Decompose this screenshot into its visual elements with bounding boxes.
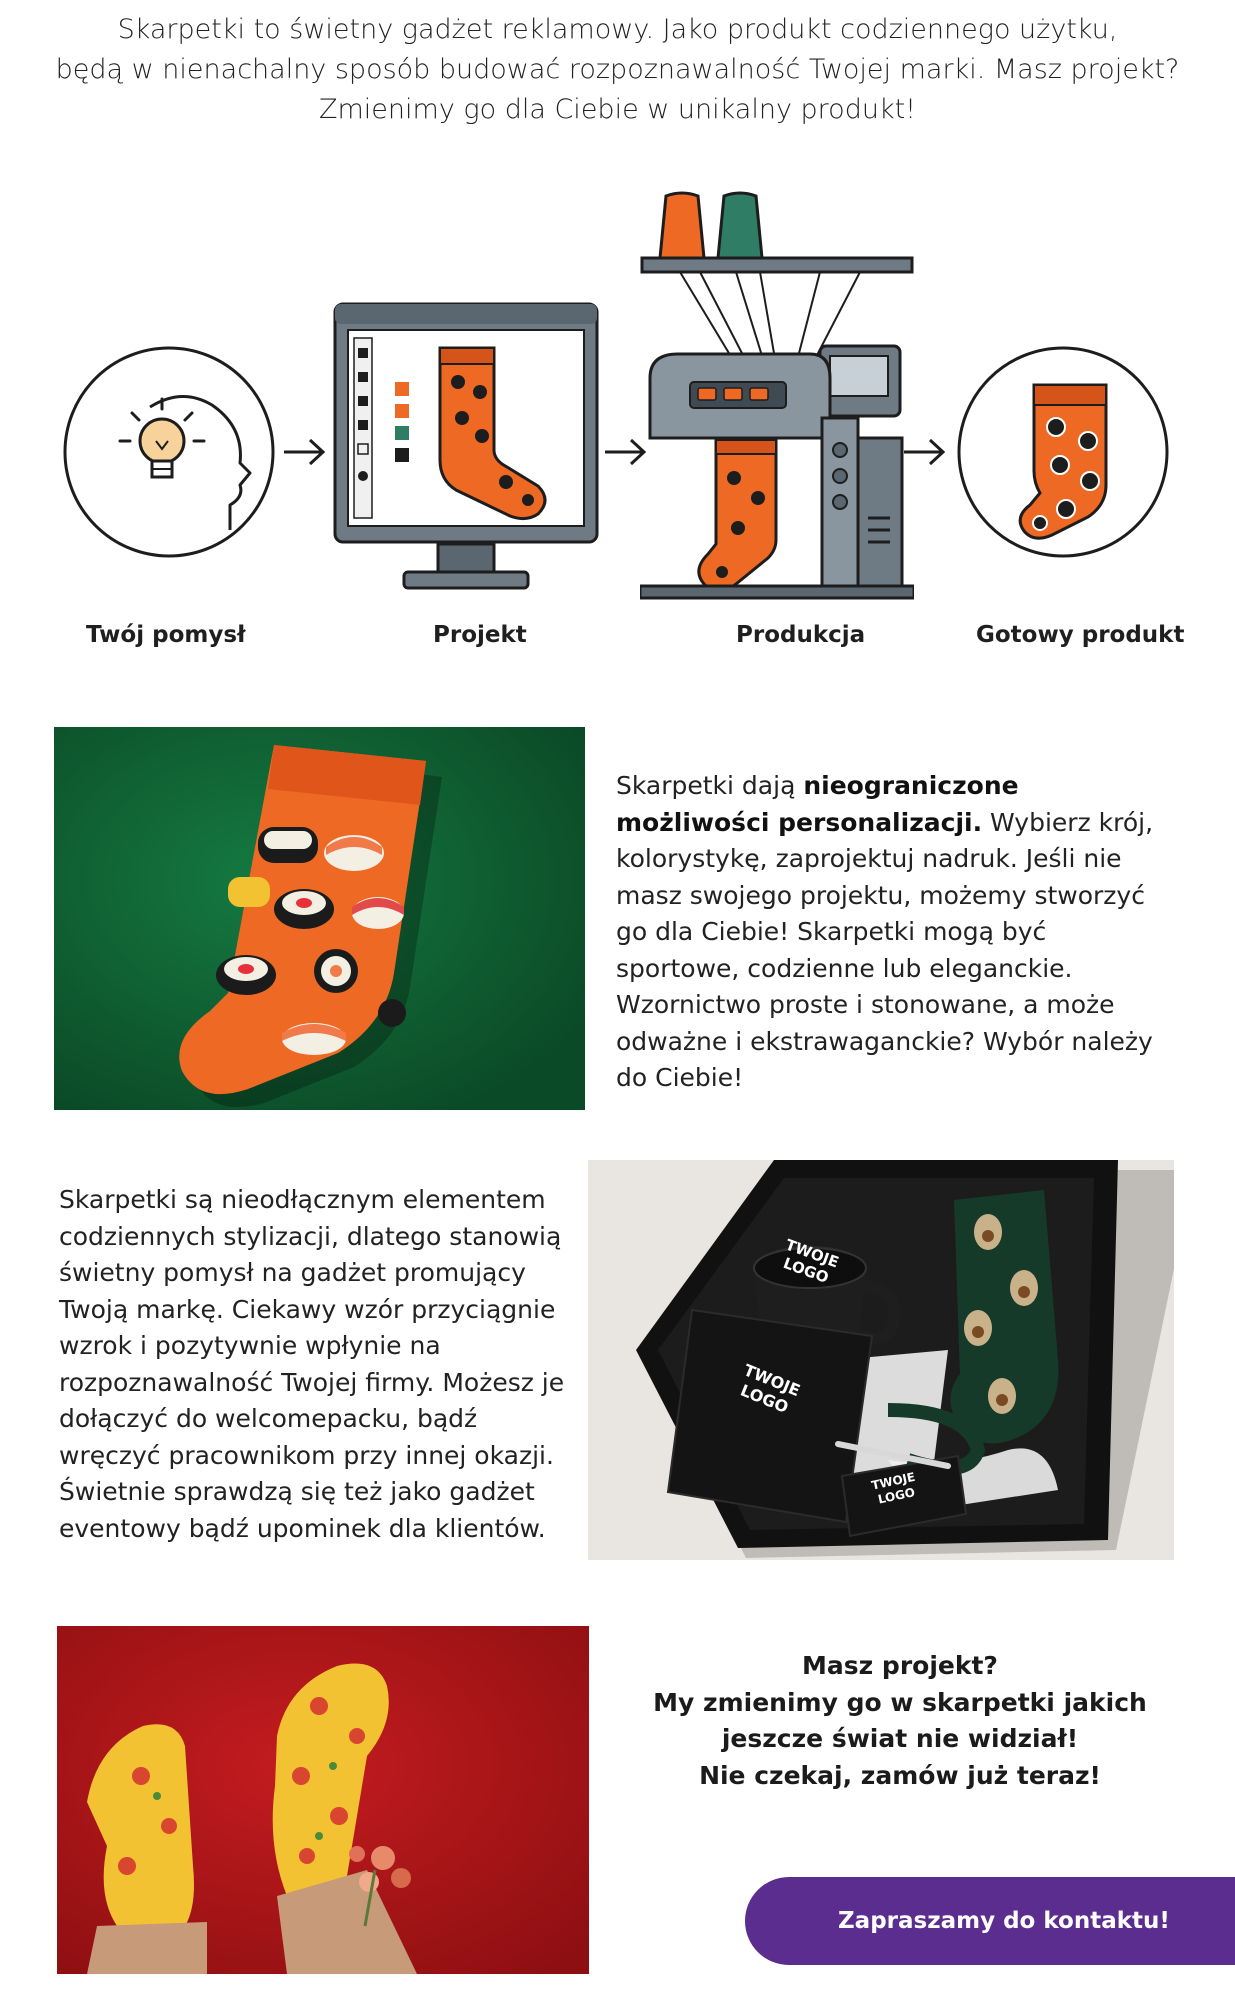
personalization-text: [616, 768, 1176, 1097]
step-label-production: Produkcja: [736, 622, 866, 648]
gift-box-photo: [588, 1160, 1174, 1560]
card-logo-text: TWOJE LOGO: [870, 1469, 917, 1507]
contact-button[interactable]: Zapraszamy do kontaktu!: [745, 1877, 1235, 1965]
cta-line-4: Nie czekaj, zamów już teraz!: [699, 1760, 1101, 1790]
cta-line-3: jeszcze świat nie widział!: [721, 1724, 1079, 1753]
arrow-right-icon: [282, 437, 326, 467]
personalization-highlight: nieograniczone możliwości personalizacji.: [616, 771, 1019, 837]
cta-line-1: Masz projekt?: [802, 1651, 998, 1680]
intro-line-3: Zmienimy go dla Ciebie w unikalny produkt!: [319, 94, 916, 125]
branding-text: [59, 1182, 569, 1547]
personalization-text-start: Skarpetki dają: [616, 771, 804, 800]
mug-logo-text: TWOJE LOGO: [780, 1235, 842, 1287]
pizza-socks-photo: [57, 1626, 589, 1974]
cta-text: [640, 1648, 1160, 1794]
knitting-machine-icon: [640, 188, 914, 600]
intro-line-2: będą w nienachalny sposób budować rozpoznawalność Twojej marki. Masz projekt?: [55, 54, 1180, 85]
sushi-sock-photo: [54, 727, 585, 1110]
branding-paragraph: Skarpetki są nieodłącznym elementem codziennych stylizacji, dlatego stanowią świetny pomysł na gadżet promujący Twoją markę. Ciekawy wzór przyciągnie wzrok i pozytywnie wpłynie na rozpoznawalność Twojej firmy. Możesz je dołączyć do welcomepacku, bądź wręczyć pracownikom przy innej okazji. Świetnie sprawdzą się też jako gadżet eventowy bądź upominek dla klientów.: [59, 1185, 565, 1543]
process-steps: [0, 150, 1235, 710]
idea-head-icon: [62, 345, 276, 559]
step-label-project: Projekt: [433, 622, 527, 648]
intro-line-1: Skarpetki to świetny gadżet reklamowy. Jako produkt codziennego użytku,: [117, 14, 1118, 45]
step-label-finished: Gotowy produkt: [976, 622, 1185, 648]
step-label-idea: Twój pomysł: [86, 622, 246, 648]
finished-sock-icon: [956, 345, 1170, 559]
arrow-right-icon: [902, 437, 946, 467]
notebook-logo-text: TWOJE LOGO: [737, 1360, 803, 1417]
personalization-text-rest: Wybierz krój, kolorystykę, zaprojektuj nadruk. Jeśli nie masz swojego projektu, możemy stworzyć go dla Ciebie! Skarpetki mogą być sportowe, codzienne lub eleganckie. Wzornictwo proste i stonowane, a może odważne i ekstrawaganckie? Wybór należy do Ciebie!: [616, 807, 1154, 1092]
cta-line-2: My zmienimy go w skarpetki jakich: [653, 1687, 1147, 1717]
intro-text: [40, 10, 1195, 130]
monitor-design-icon: [330, 300, 602, 596]
